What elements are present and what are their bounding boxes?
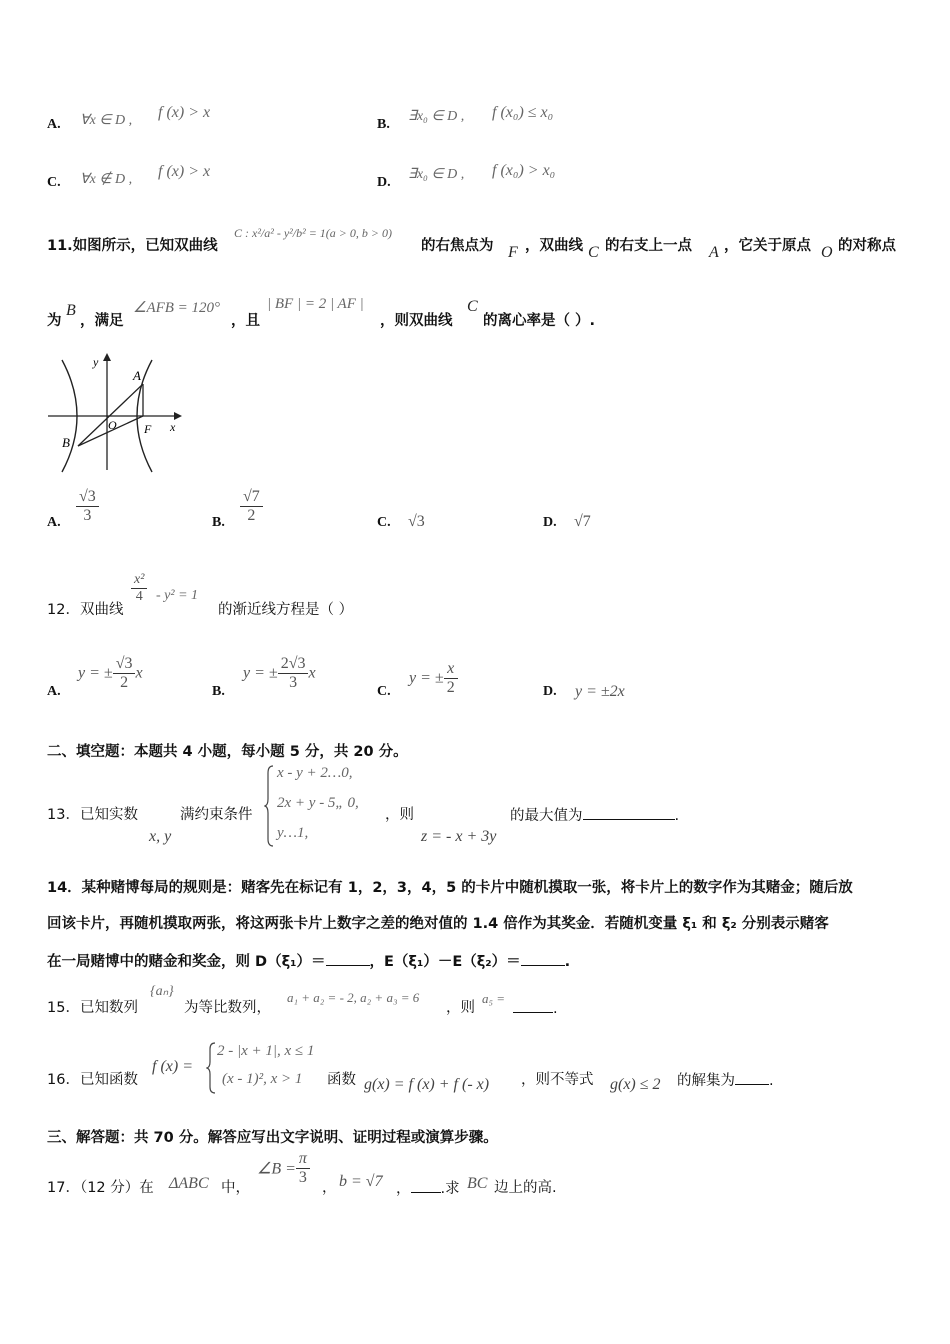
q13-brace-icon bbox=[264, 765, 274, 847]
q12-question: 的渐近线方程是（ ） bbox=[218, 602, 354, 618]
q10-option-a-letter[interactable]: A. bbox=[47, 117, 61, 132]
q13-constraint-3: y…1, bbox=[277, 825, 309, 841]
q13-objective: z = - x + 3y bbox=[421, 828, 497, 845]
q11-option-c-letter[interactable]: C. bbox=[377, 515, 391, 530]
q17-height-text: 边上的高. bbox=[494, 1180, 557, 1196]
q10-option-a-condition: ∀x ∈ D , bbox=[80, 113, 133, 128]
q10-option-c-expression: f (x) > x bbox=[158, 163, 211, 180]
q15-blank-wrap bbox=[513, 996, 558, 1017]
q13-constraint-text: 满约束条件 bbox=[180, 807, 253, 823]
q17-stem bbox=[47, 1176, 154, 1197]
q11-text-satisfy: ，满足 bbox=[80, 313, 124, 329]
q17-angle-den: 3 bbox=[298, 1169, 307, 1186]
q11-option-b-num: √7 bbox=[240, 488, 263, 507]
q17-find: .求 bbox=[440, 1181, 460, 1197]
q11-option-b-letter[interactable]: B. bbox=[212, 515, 225, 530]
q12-eq-num: x² bbox=[131, 572, 147, 589]
q11-option-b-den: 2 bbox=[247, 507, 256, 524]
q13-stem bbox=[47, 803, 138, 824]
q12-equation-rest: - y² = 1 bbox=[156, 588, 199, 603]
q11-ratio: | BF | = 2 | AF | bbox=[267, 296, 364, 312]
q11-text-then: ，则双曲线 bbox=[380, 313, 453, 329]
q16-piece-2: (x - 1)², x > 1 bbox=[222, 1071, 303, 1087]
q12-option-c-pre: y = ± bbox=[409, 669, 444, 687]
q15-answer-blank[interactable] bbox=[513, 996, 553, 1013]
q12-option-b-den: 3 bbox=[289, 674, 298, 691]
q11-var-c2: C bbox=[467, 298, 478, 315]
q14-answer-blank-2[interactable] bbox=[521, 949, 565, 966]
q17-angle-num: π bbox=[296, 1150, 310, 1169]
figure-label-o: O bbox=[108, 418, 117, 432]
q13-period: . bbox=[674, 808, 680, 824]
q11-intro: 如图所示，已知双曲线 bbox=[72, 238, 218, 254]
q12-eq-den: 4 bbox=[135, 589, 143, 604]
q12-option-b-value bbox=[243, 655, 316, 692]
q15-then: ，则 bbox=[446, 1000, 475, 1016]
q11-text-and: ，且 bbox=[231, 313, 260, 329]
q17-triangle: ΔABC bbox=[169, 1175, 209, 1192]
q12-option-b-post: x bbox=[308, 664, 316, 682]
q14-period: . bbox=[564, 954, 571, 970]
q11-var-o: O bbox=[821, 244, 833, 261]
q12-option-a-num: √3 bbox=[113, 655, 136, 674]
q14-line-1: 14．某种赌博每局的规则是：赌客先在标记有 1，2，3，4，5 的卡片中随机摸取一张，将卡片上的数字作为其赌金；随后放 bbox=[47, 880, 853, 896]
q17-angle-b bbox=[257, 1150, 310, 1187]
q11-option-a-letter[interactable]: A. bbox=[47, 515, 61, 530]
q15-stem bbox=[47, 996, 138, 1017]
q10-option-b-letter[interactable]: B. bbox=[377, 117, 390, 132]
figure-label-x: x bbox=[170, 420, 176, 434]
q10-option-b-condition: ∃x₀ ∈ D , bbox=[408, 109, 465, 124]
q11-option-d-letter[interactable]: D. bbox=[543, 515, 557, 530]
q14-expectation-label: ，E（ξ₁）－E（ξ₂）＝ bbox=[369, 954, 521, 970]
q11-option-c-value: √3 bbox=[408, 513, 425, 530]
q12-stem bbox=[47, 598, 123, 619]
q16-intro: 已知函数 bbox=[79, 1072, 138, 1088]
q14-variance-label: 在一局赌博中的赌金和奖金，则 D（ξ₁）＝ bbox=[47, 954, 326, 970]
q12-option-a-post: x bbox=[135, 664, 143, 682]
q11-option-a-den: 3 bbox=[83, 507, 92, 524]
q12-intro: 双曲线 bbox=[79, 602, 124, 618]
q12-option-a-den: 2 bbox=[120, 674, 129, 691]
figure-label-b: B bbox=[62, 435, 70, 450]
q17-intro: （12 分）在 bbox=[79, 1180, 154, 1196]
q12-option-b-num: 2√3 bbox=[278, 655, 309, 674]
section-3-heading: 三、解答题：共 70 分。解答应写出文字说明、证明过程或演算步骤。 bbox=[47, 1130, 498, 1146]
q17-comma-2: ， bbox=[396, 1181, 411, 1197]
q11-var-b: B bbox=[66, 302, 76, 319]
q16-stem bbox=[47, 1068, 138, 1089]
q13-max-text bbox=[510, 803, 679, 825]
y-axis-arrow bbox=[103, 353, 111, 361]
q13-intro: 已知实数 bbox=[79, 807, 138, 823]
figure-label-a: A bbox=[133, 368, 141, 383]
q12-option-a-value bbox=[78, 655, 143, 692]
q11-text-wei: 为 bbox=[47, 313, 62, 329]
section-2-heading: 二、填空题：本题共 4 小题，每小题 5 分，共 20 分。 bbox=[47, 744, 408, 760]
q11-text-symmetric: 的对称点 bbox=[838, 238, 896, 254]
q15-sequence: {aₙ} bbox=[150, 984, 174, 999]
q17-condition-wrap bbox=[396, 1176, 460, 1198]
q10-option-d-condition: ∃x₀ ∈ D , bbox=[408, 167, 465, 182]
q11-option-a-value bbox=[76, 488, 99, 525]
q11-var-f: F bbox=[508, 244, 518, 261]
q12-option-d-value: y = ±2x bbox=[575, 683, 625, 700]
q12-option-c-num: x bbox=[444, 660, 458, 679]
q13-answer-blank[interactable] bbox=[583, 803, 675, 820]
q10-option-c-condition: ∀x ∉ D , bbox=[80, 172, 133, 187]
q13-constraint-2: 2x + y - 5„ 0, bbox=[277, 795, 359, 811]
q12-option-d-letter[interactable]: D. bbox=[543, 684, 557, 699]
q17-number: 17． bbox=[47, 1180, 80, 1196]
q17-side-bc: BC bbox=[467, 1175, 488, 1192]
q16-g-definition: g(x) = f (x) + f (- x) bbox=[364, 1076, 490, 1093]
q11-text-eccentricity: 的离心率是（ ）. bbox=[483, 313, 596, 329]
q17-condition-blank[interactable] bbox=[411, 1176, 441, 1193]
q15-target: a₅ = bbox=[482, 991, 506, 1006]
q16-inequality-text: ，则不等式 bbox=[521, 1072, 594, 1088]
q14-answer-blank-1[interactable] bbox=[326, 949, 370, 966]
q16-period: . bbox=[769, 1073, 774, 1089]
q11-number: 11. bbox=[47, 238, 73, 254]
q16-answer-blank[interactable] bbox=[735, 1068, 769, 1085]
q15-geometric-text: 为等比数列， bbox=[184, 1000, 271, 1016]
q11-angle: ∠AFB = 120° bbox=[133, 300, 221, 316]
q11-hyperbola-equation: C : x²/a² - y²/b² = 1(a > 0, b > 0) bbox=[234, 226, 392, 240]
q14-line-2: 回该卡片，再随机摸取两张，将这两张卡片上数字之差的绝对值的 1.4 倍作为其奖金．若随机变量 ξ₁ 和 ξ₂ 分别表示赌客 bbox=[47, 916, 829, 932]
q15-number: 15． bbox=[47, 1000, 80, 1016]
q16-number: 16． bbox=[47, 1072, 80, 1088]
q13-constraint-1: x - y + 2…0, bbox=[277, 765, 353, 781]
q14-line-3 bbox=[47, 949, 570, 971]
q12-option-b-pre: y = ± bbox=[243, 664, 278, 682]
q15-intro: 已知数列 bbox=[79, 1000, 138, 1016]
segment-ab bbox=[78, 384, 143, 446]
q16-function-label: 函数 bbox=[327, 1072, 356, 1088]
q17-side-b: b = √7 bbox=[339, 1173, 383, 1190]
q10-option-d-letter[interactable]: D. bbox=[377, 175, 391, 190]
q17-angle-pre: ∠B = bbox=[257, 1160, 296, 1178]
q10-option-d-expression: f (x₀) > x₀ bbox=[492, 162, 556, 179]
q12-option-c-den: 2 bbox=[446, 679, 455, 696]
q12-option-c-value bbox=[409, 660, 458, 697]
q10-option-b-expression: f (x₀) ≤ x₀ bbox=[492, 104, 554, 121]
q11-text-hyperbola: ，双曲线 bbox=[525, 238, 583, 254]
q10-option-c-letter[interactable]: C. bbox=[47, 175, 61, 190]
q16-inequality: g(x) ≤ 2 bbox=[610, 1076, 661, 1093]
q13-max-label: 的最大值为 bbox=[510, 808, 583, 824]
q15-condition: a₁ + a₂ = - 2, a₂ + a₃ = 6 bbox=[287, 990, 420, 1005]
q13-number: 13． bbox=[47, 807, 80, 823]
q12-number: 12． bbox=[47, 602, 80, 618]
q11-option-d-value: √7 bbox=[574, 513, 591, 530]
q15-period: . bbox=[553, 1001, 558, 1017]
figure-label-f: F bbox=[144, 422, 152, 436]
q12-option-a-pre: y = ± bbox=[78, 664, 113, 682]
q10-option-a-expression: f (x) > x bbox=[158, 104, 211, 121]
q16-brace-icon bbox=[206, 1042, 216, 1094]
q11-var-a: A bbox=[709, 244, 719, 261]
q17-comma-1: ， bbox=[322, 1180, 337, 1196]
q11-option-b-value bbox=[240, 488, 263, 525]
q11-option-a-num: √3 bbox=[76, 488, 99, 507]
q16-function-name: f (x) = bbox=[152, 1058, 193, 1075]
q12-option-c-letter[interactable]: C. bbox=[377, 684, 391, 699]
q11-hyperbola-figure bbox=[46, 352, 186, 474]
q13-then: ，则 bbox=[385, 807, 414, 823]
q12-option-a-letter[interactable]: A. bbox=[47, 684, 61, 699]
q11-text-line1 bbox=[47, 234, 218, 255]
q17-in: 中， bbox=[221, 1180, 250, 1196]
q16-piece-1: 2 - |x + 1|, x ≤ 1 bbox=[217, 1043, 315, 1059]
q16-solution-label: 的解集为 bbox=[677, 1073, 735, 1089]
q13-vars: x, y bbox=[149, 828, 172, 845]
q11-text-right-branch: 的右支上一点 bbox=[605, 238, 692, 254]
q12-equation-fraction bbox=[131, 572, 147, 605]
q11-var-c: C bbox=[588, 244, 599, 261]
q11-right-focus-text: 的右焦点为 bbox=[421, 238, 494, 254]
x-axis-arrow bbox=[174, 412, 182, 420]
q16-solution-text bbox=[677, 1068, 774, 1090]
figure-label-y: y bbox=[93, 355, 99, 369]
q12-option-b-letter[interactable]: B. bbox=[212, 684, 225, 699]
q11-text-origin: ，它关于原点 bbox=[724, 238, 811, 254]
